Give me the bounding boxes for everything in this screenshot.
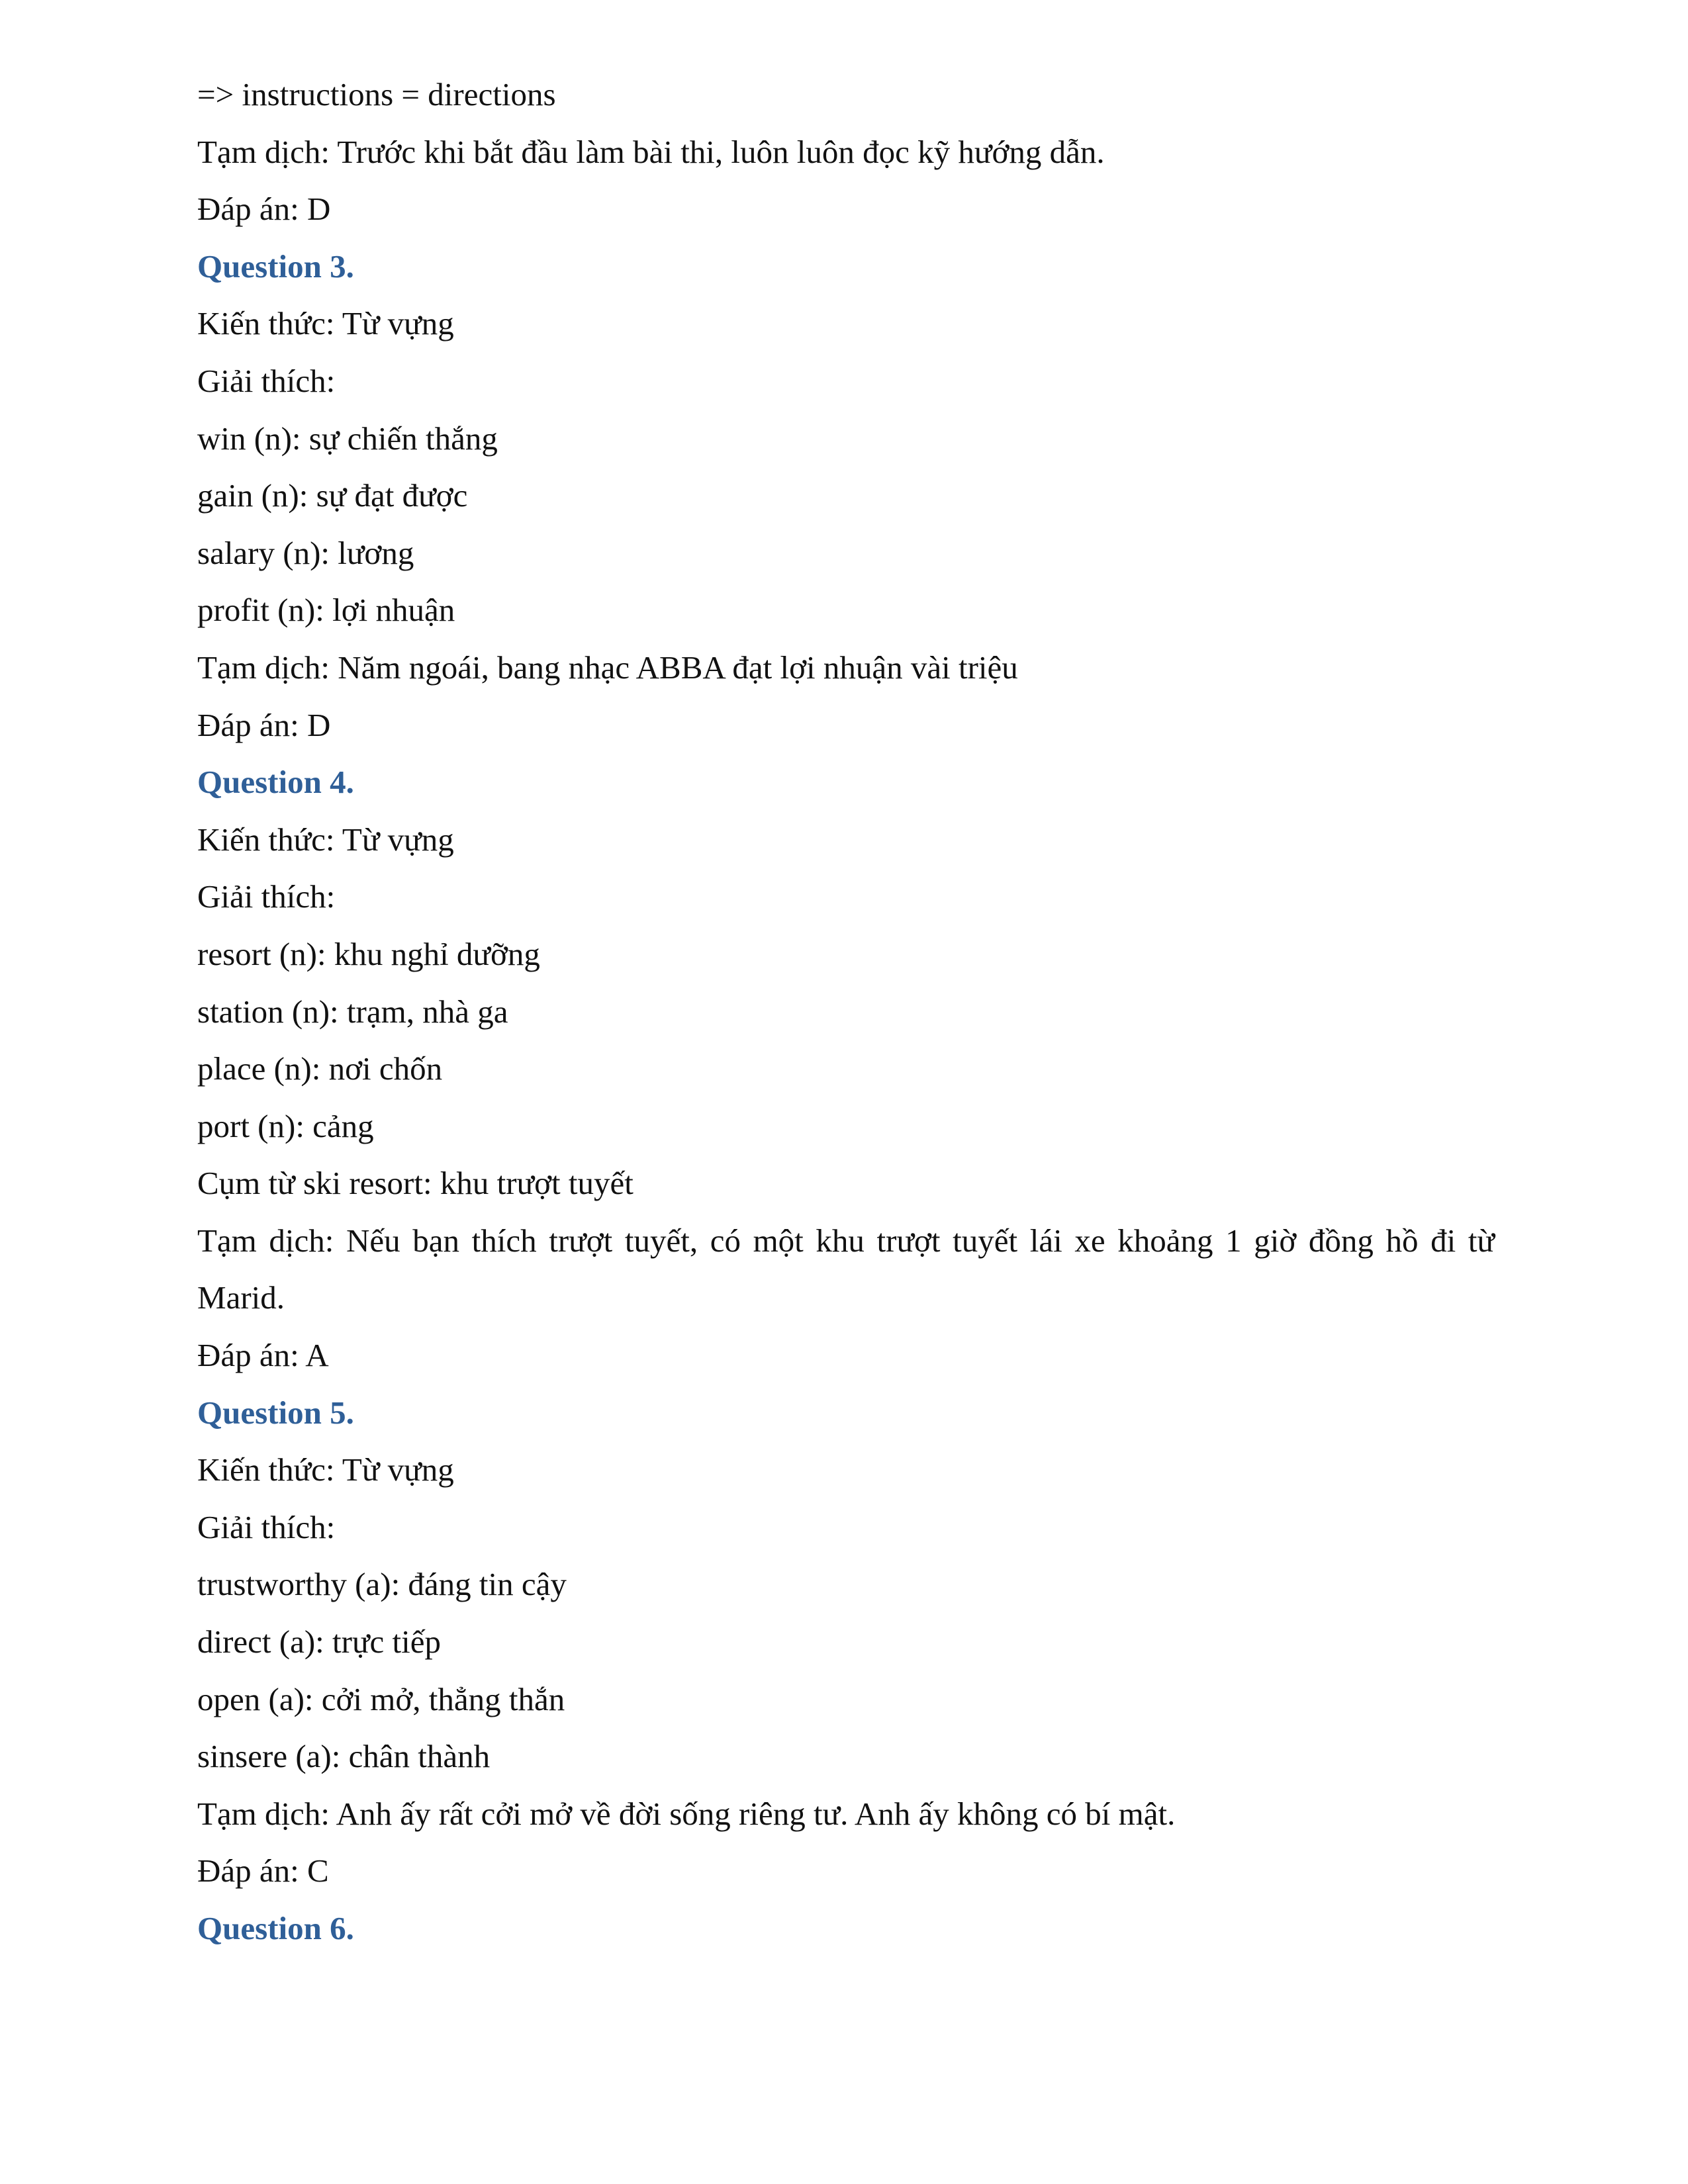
vocab-line: sinsere (a): chân thành — [197, 1738, 491, 1775]
text-line: Kiến thức: Từ vựng — [197, 305, 454, 342]
text-line: Giải thích: — [197, 878, 336, 915]
document-page — [197, 74, 1495, 1966]
vocab-line: station (n): trạm, nhà ga — [197, 993, 508, 1030]
translation-line: Tạm dịch: Anh ấy rất cởi mở về đời sống riêng tư. Anh ấy không có bí mật. — [197, 1795, 1176, 1832]
vocab-line: resort (n): khu nghỉ dưỡng — [197, 935, 540, 972]
answer-line: Đáp án: D — [197, 706, 331, 743]
question-heading: Question 5. — [197, 1394, 354, 1431]
text-line: Tạm dịch: Trước khi bắt đầu làm bài thi, luôn luôn đọc kỹ hướng dẫn. — [197, 133, 1105, 170]
question-heading: Question 3. — [197, 248, 354, 285]
vocab-line: profit (n): lợi nhuận — [197, 592, 455, 629]
vocab-line: place (n): nơi chốn — [197, 1050, 443, 1087]
text-line: Giải thích: — [197, 1508, 336, 1545]
text-line: Kiến thức: Từ vựng — [197, 821, 454, 858]
vocab-line: direct (a): trực tiếp — [197, 1623, 442, 1661]
translation-line: Tạm dịch: Năm ngoái, bang nhạc ABBA đạt lợi nhuận vài triệu — [197, 649, 1018, 686]
text-line: => instructions = directions — [197, 76, 556, 113]
vocab-line: open (a): cởi mở, thẳng thắn — [197, 1680, 565, 1717]
phrase-line: Cụm từ ski resort: khu trượt tuyết — [197, 1165, 633, 1202]
vocab-line: gain (n): sự đạt được — [197, 477, 468, 514]
question-heading: Question 6. — [197, 1910, 354, 1946]
answer-line: Đáp án: C — [197, 1852, 329, 1889]
vocab-line: trustworthy (a): đáng tin cậy — [197, 1566, 567, 1603]
text-line: Kiến thức: Từ vựng — [197, 1451, 454, 1488]
answer-line: Đáp án: A — [197, 1337, 329, 1374]
vocab-line: port (n): cảng — [197, 1107, 374, 1144]
text-line: Giải thích: — [197, 362, 336, 399]
question-heading: Question 4. — [197, 764, 354, 801]
translation-line: Tạm dịch: Nếu bạn thích trượt tuyết, có một khu trượt tuyết lái xe khoảng 1 giờ đồng hồ đi từ Marid. — [197, 1222, 1495, 1316]
vocab-line: salary (n): lương — [197, 534, 414, 571]
answer-line: Đáp án: D — [197, 191, 331, 228]
vocab-line: win (n): sự chiến thắng — [197, 420, 498, 457]
